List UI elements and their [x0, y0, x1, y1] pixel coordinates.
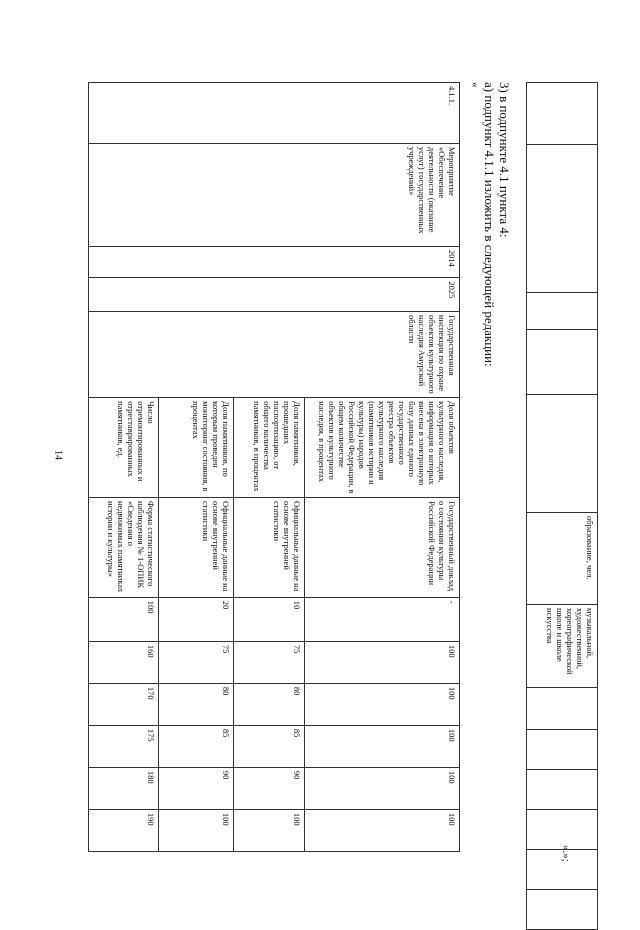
fragment-cell-2: [527, 145, 598, 293]
indicator-cell: Доля памятников, прошедших паспортизацию, от общего количества памятников, в процентах: [234, 398, 305, 498]
value-cell: 100: [89, 597, 159, 641]
value-cell: 160: [89, 641, 159, 683]
value-cell: 175: [89, 725, 159, 767]
value-cell: 190: [89, 809, 159, 851]
value-cell: 170: [89, 683, 159, 725]
value-cell: 100: [305, 767, 460, 809]
value-cell: 100: [305, 809, 460, 851]
source-cell: Официальные данные на основе внутренней статистики: [159, 497, 234, 597]
fragment-cell-8: [527, 688, 598, 730]
value-cell: 90: [234, 767, 305, 809]
amendment-instructions: [468, 82, 512, 682]
value-cell: 100: [234, 809, 305, 851]
source-cell: Государственный доклад о состоянии культуры Российской Федерации: [305, 497, 460, 597]
fragment-cell-13: [527, 890, 598, 930]
fragment-source-cell: музыкальной, художественной, хореографической школе и школе искусства: [527, 605, 598, 688]
event-name-cell: Мероприятие «Обеспечение деятельности (оказание услуг) государственных учреждений»: [89, 143, 460, 246]
end-year-cell: 2025: [89, 278, 460, 312]
fragment-cell-11: [527, 810, 598, 850]
value-cell: 85: [234, 725, 305, 767]
fragment-indicator-cell: образование, чел.: [527, 513, 598, 605]
value-cell: 100: [305, 683, 460, 725]
value-cell: 10: [234, 597, 305, 641]
previous-table-fragment: [526, 82, 598, 930]
value-cell: 80: [159, 683, 234, 725]
value-cell: -: [305, 597, 460, 641]
value-cell: 75: [234, 641, 305, 683]
value-cell: 85: [159, 725, 234, 767]
fragment-cell-9: [527, 730, 598, 770]
value-cell: 100: [305, 725, 460, 767]
fragment-cell-1: [527, 83, 598, 145]
value-cell: 100: [305, 641, 460, 683]
row-number-cell: 4.1.1.: [89, 83, 460, 144]
fragment-cell-3: [527, 293, 598, 330]
indicator-cell: Доля объектов культурного наследия, информация о которых внесена в электронную базу данных единого государственного реестра объектов культурного наследия (памятников истории и культуры) народов Российской Федерации, в общем количестве объектов культурного наследия, в процентах: [305, 398, 460, 498]
executor-cell: Государственная инспекция по охране объектов культурного наследия Амурской области: [89, 312, 460, 398]
instruction-line-2: а) подпункт 4.1.1 изложить в следующей редакции:: [481, 82, 497, 367]
start-year-cell: 2014: [89, 246, 460, 278]
table-row: [305, 83, 460, 852]
value-cell: 100: [159, 809, 234, 851]
value-cell: 20: [159, 597, 234, 641]
fragment-cell-5: [527, 395, 598, 513]
value-cell: 90: [159, 767, 234, 809]
value-cell: 80: [234, 683, 305, 725]
source-cell: Форма статистического наблюдения № 1-ОПИК «Сведения о недвижимых памятниках истории и культуры»: [89, 497, 159, 597]
value-cell: 180: [89, 767, 159, 809]
fragment-cell-4: [527, 330, 598, 395]
source-cell: Официальные данные на основе внутренней статистики: [234, 497, 305, 597]
fragment-cell-10: [527, 770, 598, 810]
indicators-table: [88, 82, 460, 852]
indicator-cell: Доля памятников, по которым проведен мониторинг состояния, в процентах: [159, 398, 234, 498]
value-cell: 75: [159, 641, 234, 683]
closing-quote: ».»;: [560, 845, 572, 862]
indicator-cell: Число отремонтированных и отреставрированных памятников, ед.: [89, 398, 159, 498]
opening-quote: «: [469, 82, 482, 88]
page-number: 14: [52, 450, 64, 460]
instruction-line-1: 3) в подпункте 4.1 пункта 4:: [497, 82, 512, 238]
